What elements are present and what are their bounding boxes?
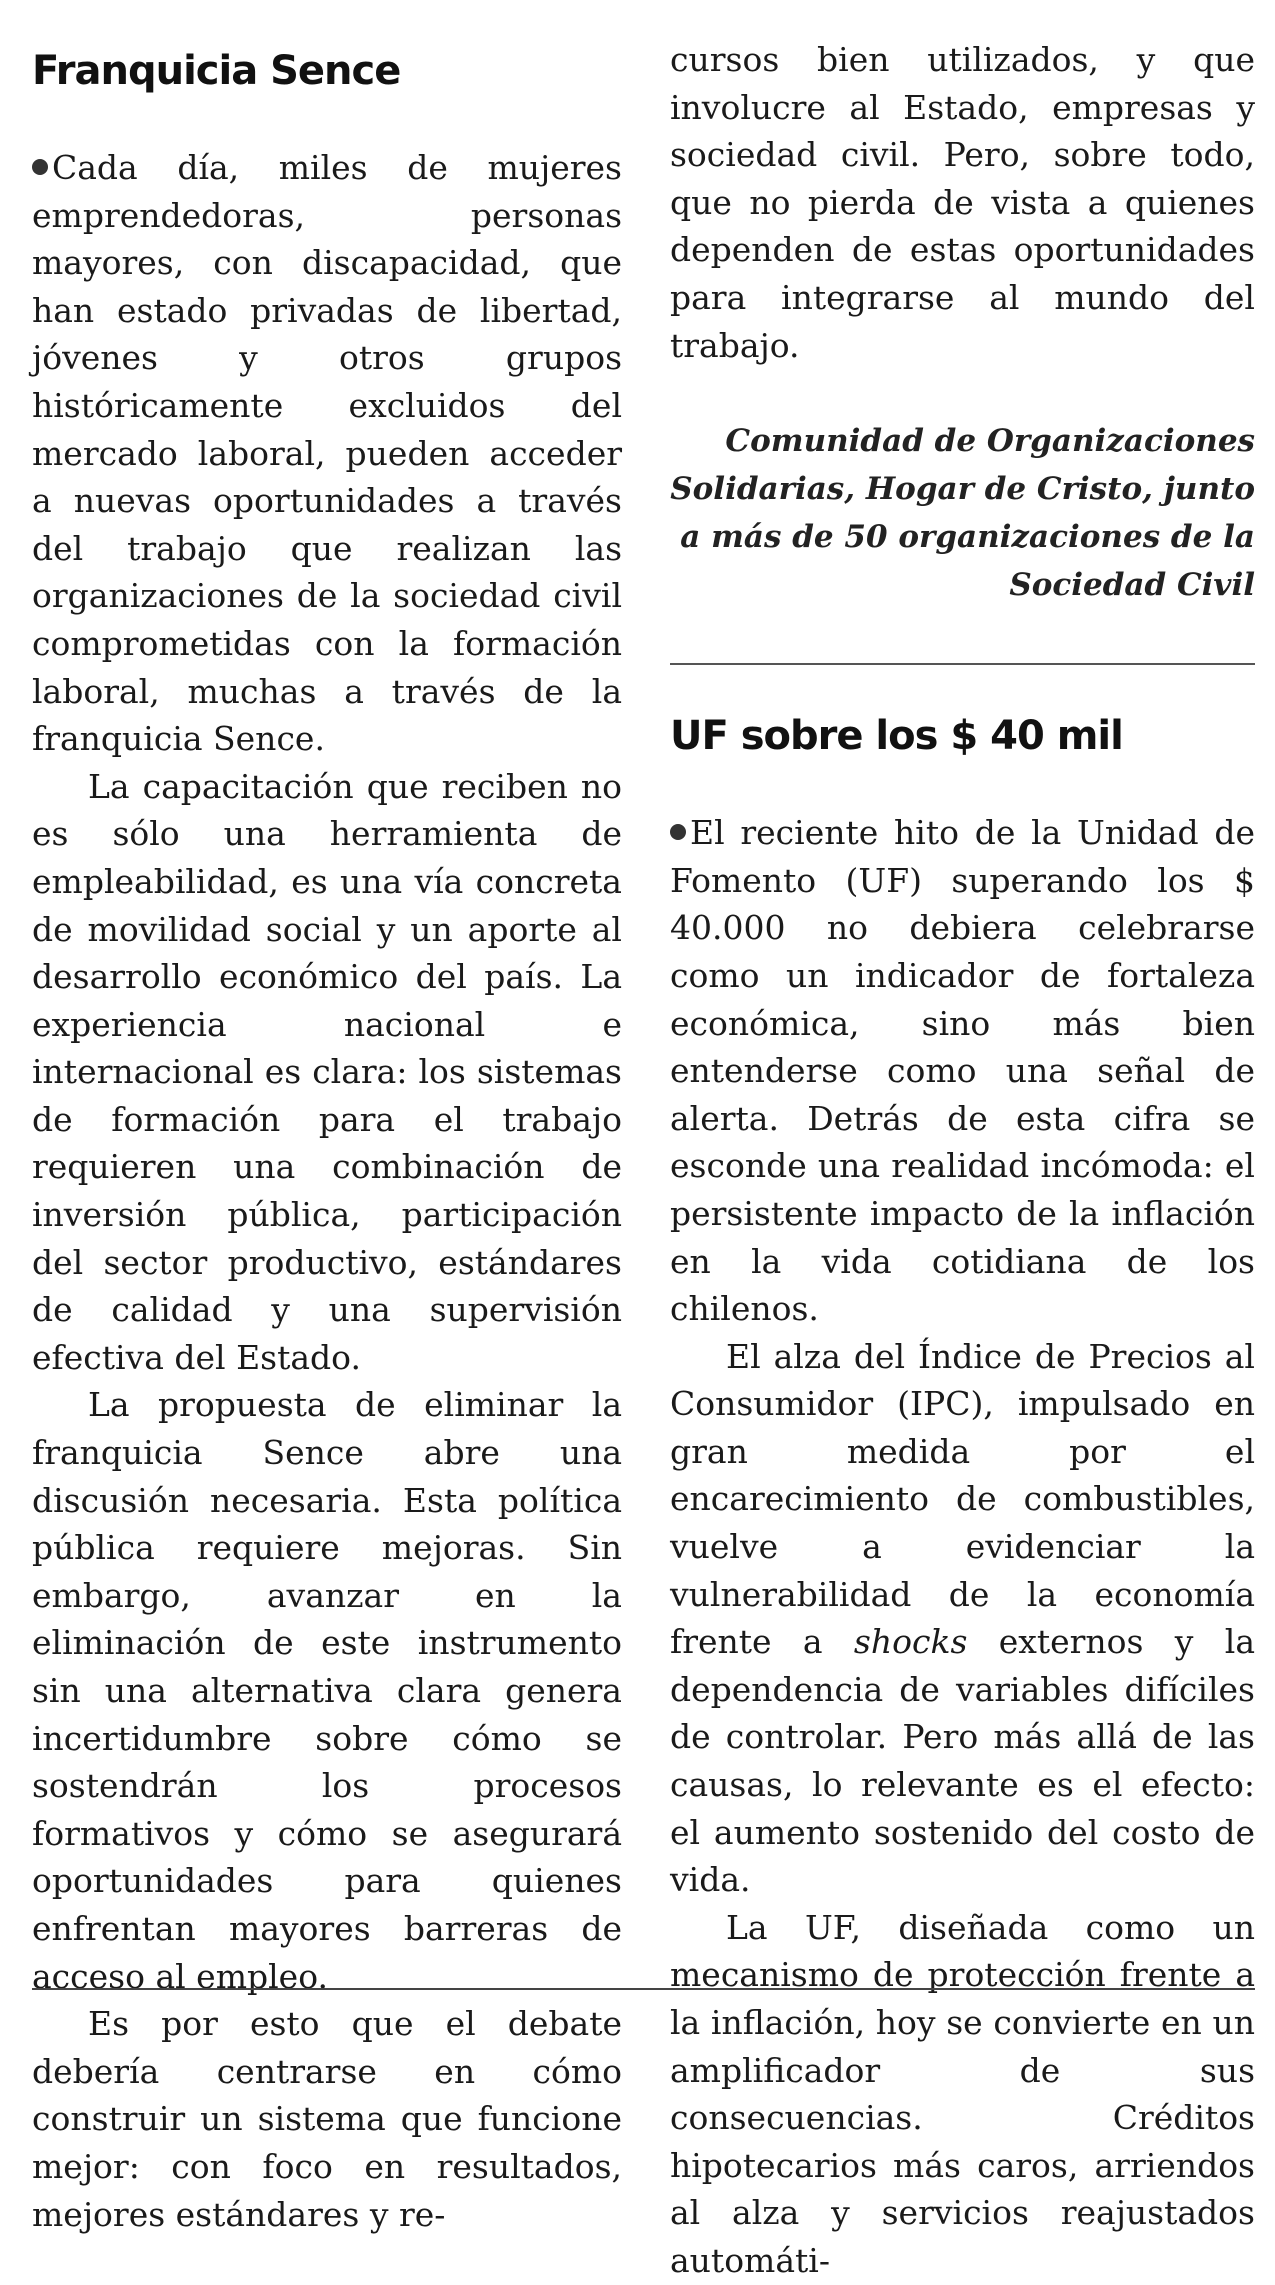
headline-franquicia-sence: Franquicia Sence [32, 48, 401, 94]
paragraph-2: La capacitación que reciben no es sólo una herramienta de empleabilidad, es una vía concreta de movilidad social y un aporte al desarrollo económico del país. La experiencia nacional e internacional es clara: los sistemas de formación para el trabajo requieren una combinación de inversión pública, participación del sector productivo, estándares de calidad y una supervisión efectiva del Estado. [32, 766, 622, 1377]
signature-line: a más de 50 organizaciones de la [680, 519, 1255, 556]
uf-paragraph-3: La UF, diseñada como un mecanismo de protección frente a la inflación, hoy se convierte en un amplificador de sus consecuencias. Créditos hipotecarios más caros, arriendos al alza y servicios reajustados automáti- [670, 1907, 1255, 2280]
right-column [670, 36, 1255, 2285]
paragraph-3: La propuesta de eliminar la franquicia Sence abre una discusión necesaria. Esta política pública requiere mejoras. Sin embargo, avanzar en la eliminación de este instrumento sin una alternativa clara genera incertidumbre sobre cómo se sostendrán los procesos formativos y cómo se asegurará oportunidades para quienes enfrentan mayores barreras de acceso al empleo. [32, 1385, 622, 1996]
paragraph-4: Es por esto que el debate debería centrarse en cómo construir un sistema que funcione mejor: con foco en resultados, mejores estándares y re- [32, 2004, 622, 2234]
letter-franquicia-sence [32, 36, 622, 2238]
emphasis-shocks: shocks [853, 1622, 968, 1662]
section-divider [670, 663, 1255, 665]
uf-paragraph-2: El alza del Índice de Precios al Consumidor (IPC), impulsado en gran medida por el encarecimiento de combustibles, vuelve a evidenciar la vulnerabilidad de la economía frente a shocks externos y la dependencia de variables difíciles de controlar. Pero más allá de las causas, lo relevante es el efecto: el aumento sostenido del costo de vida. [670, 1336, 1256, 1900]
letter-signature [670, 417, 1255, 609]
signature-line: Sociedad Civil [1009, 567, 1255, 604]
paragraph-1: Cada día, miles de mujeres emprendedoras, personas mayores, con discapacidad, que han estado privadas de libertad, jóvenes y otros grupos históricamente excluidos del mercado laboral, pueden acceder a nuevas oportunidades a través del trabajo que realizan las organizaciones de la sociedad civil comprometidas con la formación laboral, muchas a través de la franquicia Sence. [32, 148, 622, 759]
bottom-rule [32, 1988, 1255, 1990]
bullet-icon [32, 159, 48, 175]
uf-paragraph-1: El reciente hito de la Unidad de Fomento (UF) superando los $ 40.000 no debiera celebrarse como un indicador de fortaleza económica, sino más bien entenderse como una señal de alerta. Detrás de esta cifra se esconde una realidad incómoda: el persistente impacto de la inflación en la vida cotidiana de los chilenos. [670, 813, 1255, 1329]
headline-uf: UF sobre los $ 40 mil [670, 713, 1123, 760]
continuation-paragraph: cursos bien utilizados, y que involucre al Estado, empresas y sociedad civil. Pero, sobre todo, que no pierda de vista a quienes dependen de estas oportunidades para integrarse al mundo del trabajo. [670, 40, 1255, 365]
signature-line: Comunidad de Organizaciones [725, 423, 1255, 460]
bullet-icon [670, 824, 686, 840]
signature-line: Solidarias, Hogar de Cristo, junto [670, 471, 1255, 508]
